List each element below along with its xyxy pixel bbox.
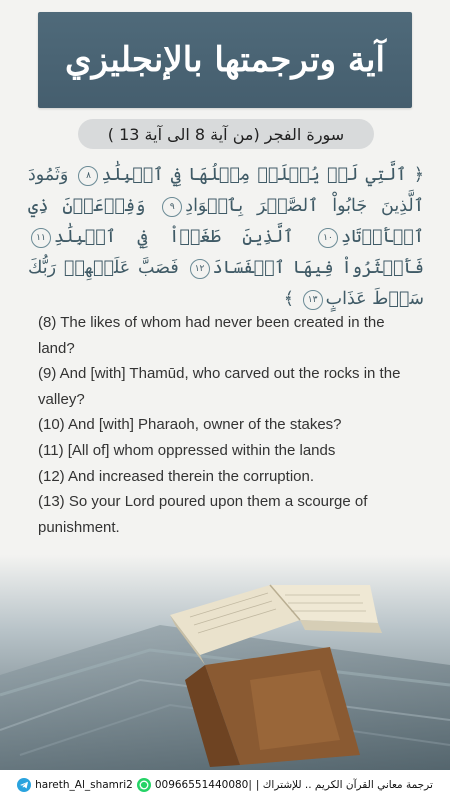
translation-line: (9) And [with] Thamūd, who carved out the rocks in the valley? bbox=[38, 365, 401, 408]
ayah-marker: ٩ bbox=[162, 197, 182, 217]
ayah-marker: ١٢ bbox=[190, 259, 210, 279]
ayah-marker: ٨ bbox=[78, 166, 98, 186]
verse-text: ٱلَّذِينَ طَغَوۡاْ فِي ٱلۡبِلَٰدِ bbox=[54, 227, 294, 247]
telegram-icon[interactable] bbox=[17, 778, 31, 792]
header-title: آية وترجمتها بالإنجليزي bbox=[65, 40, 385, 80]
verse-text: فَصَبَّ عَلَيۡهِمۡ رَبُّكَ سَوۡطَ عَذَابٍ bbox=[28, 258, 424, 309]
close-bracket: ﴾ bbox=[283, 289, 295, 309]
surah-label bbox=[78, 119, 374, 149]
header-banner bbox=[38, 12, 412, 108]
verse-text: فَأَكۡثَرُواْ فِيهَا ٱلۡفَسَادَ bbox=[212, 258, 424, 278]
surah-label-text: سورة الفجر (من آية 8 الى آية 13 ) bbox=[107, 124, 345, 144]
quran-on-stand-image bbox=[0, 555, 450, 770]
ayah-marker: ١٠ bbox=[318, 228, 338, 248]
verse-text: وَثَمُودَ ٱلَّذِينَ جَابُواْ ٱلصَّخۡرَ بِٱلۡوَادِ bbox=[28, 165, 425, 216]
ayah-marker: ١٣ bbox=[303, 290, 323, 310]
footer-bar bbox=[0, 770, 450, 800]
telegram-handle[interactable]: hareth_Al_shamri2 bbox=[35, 779, 133, 791]
verse-text: وَفِرۡعَوۡنَ ذِي ٱلۡأَوۡتَادِ bbox=[28, 196, 424, 247]
open-bracket: ﴿ bbox=[413, 165, 424, 185]
whatsapp-icon[interactable] bbox=[137, 778, 151, 792]
translation-line: (12) And increased therein the corruption. bbox=[38, 467, 314, 485]
translation-line: (8) The likes of whom had never been created in the land? bbox=[38, 314, 385, 357]
ayah-marker: ١١ bbox=[31, 228, 51, 248]
phone-number[interactable]: 00966551440080| bbox=[154, 779, 252, 791]
background-illustration bbox=[0, 555, 450, 770]
english-translation bbox=[38, 310, 418, 540]
verse-text: ٱلَّتِي لَمۡ يُخۡلَقۡ مِثۡلُهَا فِي ٱلۡبِلَٰدِ bbox=[101, 165, 407, 185]
translation-line: (11) [All of] whom oppressed within the lands bbox=[38, 441, 336, 459]
translation-line: (13) So your Lord poured upon them a scourge of punishment. bbox=[38, 493, 368, 536]
subscribe-text: ترجمة معاني القرآن الكريم .. للإشتراك | bbox=[255, 779, 433, 791]
translation-line: (10) And [with] Pharaoh, owner of the stakes? bbox=[38, 416, 342, 434]
arabic-verses bbox=[28, 160, 425, 309]
